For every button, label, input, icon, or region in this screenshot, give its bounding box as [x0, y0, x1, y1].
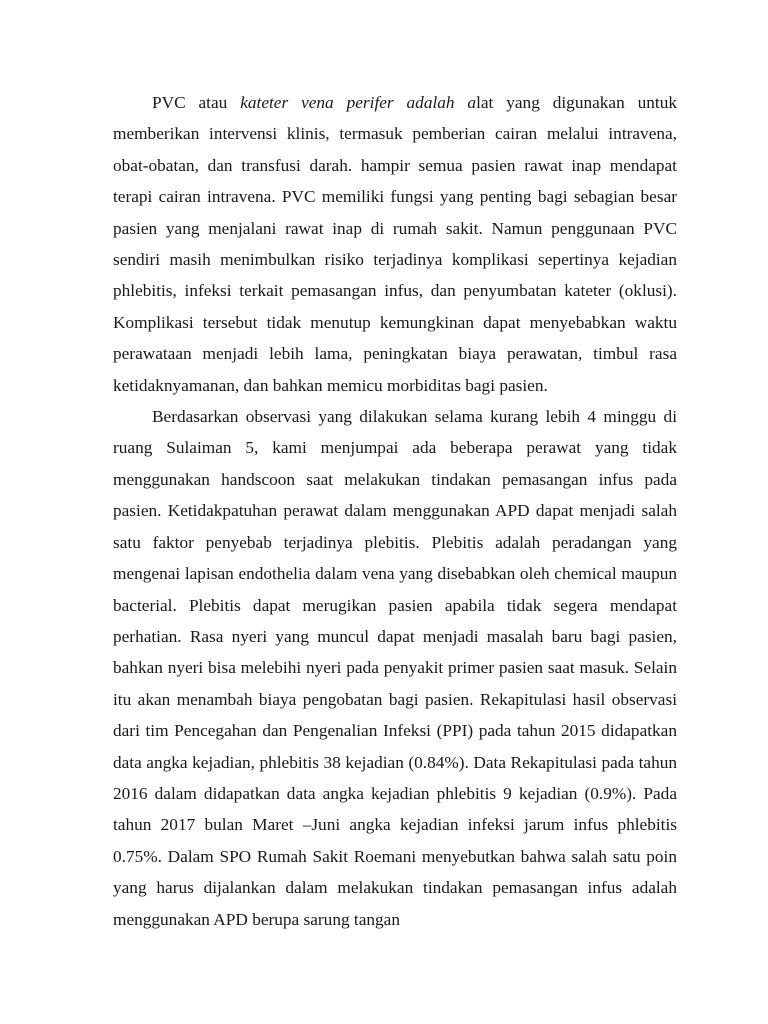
paragraph-intro-text: PVC atau — [152, 93, 241, 112]
paragraph-body-text: lat yang digunakan untuk memberikan intervensi klinis, termasuk pemberian cairan melalui intravena, obat-obatan, dan transfusi darah. hampir semua pasien rawat inap mendapat terapi cairan intravena. PVC memiliki fungsi yang penting bagi sebagian besar pasien yang menjalani rawat inap di rumah sakit. Namun penggunaan PVC sendiri masih menimbulkan risiko terjadinya komplikasi sepertinya kejadian phlebitis, infeksi terkait pemasangan infus, dan penyumbatan kateter (oklusi). Komplikasi tersebut tidak menutup kemungkinan dapat menyebabkan waktu perawataan menjadi lebih lama, peningkatan biaya perawatan, timbul rasa ketidaknyamanan, dan bahkan memicu morbiditas bagi pasien. — [113, 93, 677, 395]
document-page — [113, 87, 677, 935]
paragraph-body-text: Berdasarkan observasi yang dilakukan selama kurang lebih 4 minggu di ruang Sulaiman 5, kami menjumpai ada beberapa perawat yang tidak menggunakan handscoon saat melakukan tindakan pemasangan infus pada pasien. Ketidakpatuhan perawat dalam menggunakan APD dapat menjadi salah satu faktor penyebab terjadinya plebitis. Plebitis adalah peradangan yang mengenai lapisan endothelia dalam vena yang disebabkan oleh chemical maupun bacterial. Plebitis dapat merugikan pasien apabila tidak segera mendapat perhatian. Rasa nyeri yang muncul dapat menjadi masalah baru bagi pasien, bahkan nyeri bisa melebihi nyeri pada penyakit primer pasien saat masuk. Selain itu akan menambah biaya pengobatan bagi pasien. Rekapitulasi hasil observasi dari tim Pencegahan dan Pengenalian Infeksi (PPI) pada tahun 2015 didapatkan data angka kejadian, phlebitis 38 kejadian (0.84%). Data Rekapitulasi pada tahun 2016 dalam didapatkan data angka kejadian phlebitis 9 kejadian (0.9%). Pada tahun 2017 bulan Maret –Juni angka kejadian infeksi jarum infus phlebitis 0.75%. Dalam SPO Rumah Sakit Roemani menyebutkan bahwa salah satu poin yang harus dijalankan dalam melakukan tindakan pemasangan infus adalah menggunakan APD berupa sarung tangan — [113, 407, 677, 929]
paragraph-pvc-definition — [113, 87, 677, 401]
paragraph-intro-italic-text: kateter vena perifer adalah a — [240, 93, 477, 112]
paragraph-observation — [113, 401, 677, 935]
